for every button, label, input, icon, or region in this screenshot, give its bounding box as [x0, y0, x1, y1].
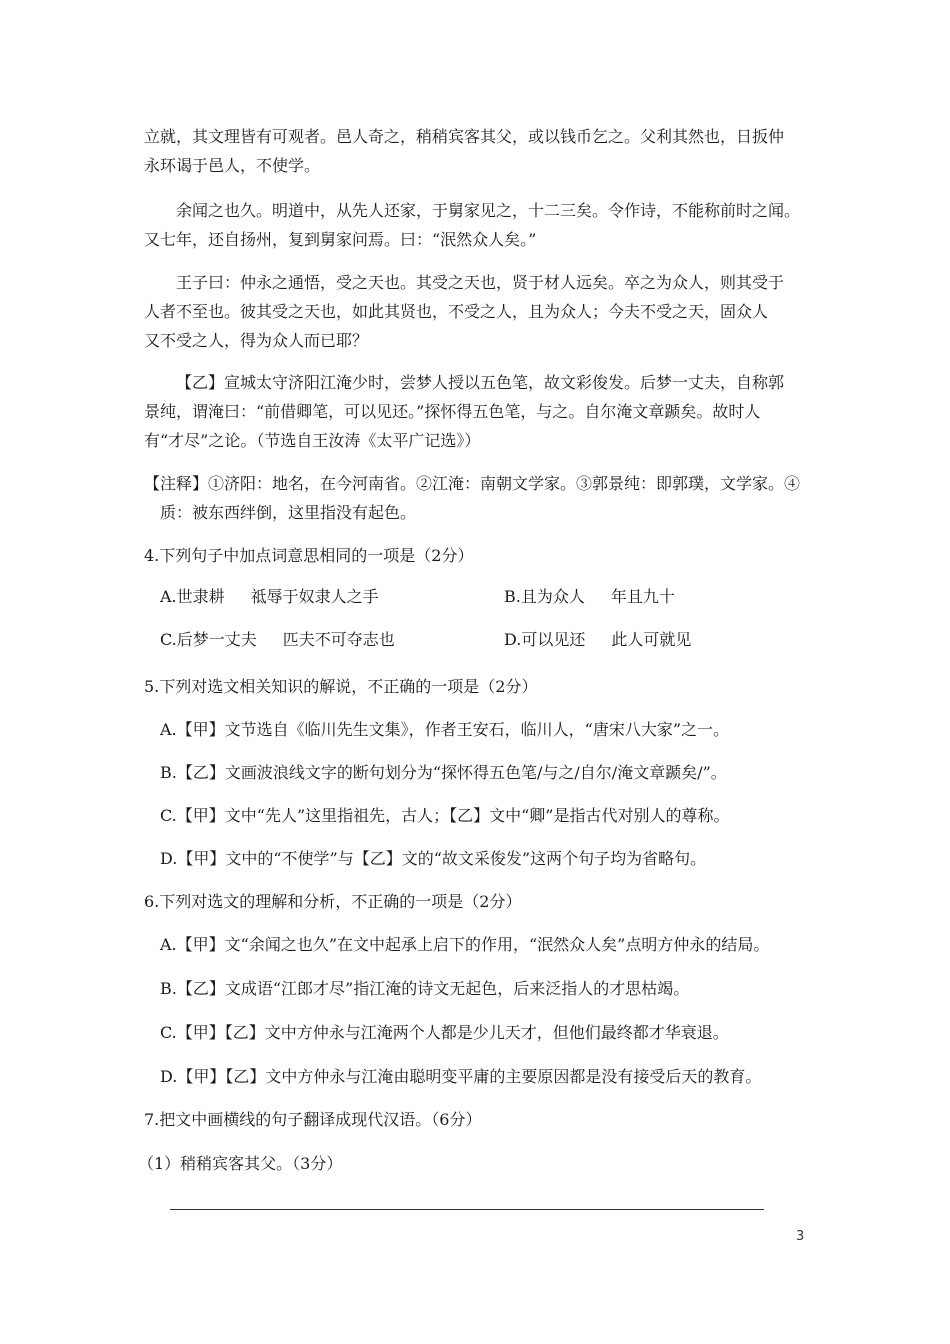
- option-text: 祗辱于奴隶人之手: [250, 587, 379, 606]
- option-a[interactable]: [160, 587, 379, 607]
- option-c[interactable]: [160, 630, 395, 650]
- question-stem: 6.下列对选文的理解和分析，不正确的一项是（2分）: [144, 892, 522, 911]
- question-stem: 4.下列句子中加点词意思相同的一项是（2分）: [144, 546, 474, 565]
- option-text: B.且为众人: [504, 587, 585, 606]
- option-c[interactable]: C.【甲】文中“先人”这里指祖先，古人；【乙】文中“卿”是指古代对别人的尊称。: [160, 806, 730, 825]
- option-text: 此人可就见: [611, 630, 692, 649]
- option-text: D.可以见还: [504, 630, 586, 649]
- option-text: 匹夫不可夺志也: [282, 630, 395, 649]
- passage-line: 永环谒于邑人，不使学。: [144, 156, 321, 175]
- notes-line: 【注释】①济阳：地名，在今河南省。②江淹：南朝文学家。③郭景纯：即郭璞，文学家。④: [144, 474, 801, 493]
- passage-line: 又七年，还自扬州，复到舅家问焉。曰：“泯然众人矣。”: [144, 230, 537, 249]
- notes-line: 质：被东西绊倒，这里指没有起色。: [160, 503, 417, 522]
- option-a[interactable]: A.【甲】文节选自《临川先生文集》，作者王安石，临川人，“唐宋八大家”之一。: [160, 720, 730, 739]
- option-text: A.世隶耕: [160, 587, 225, 606]
- option-c[interactable]: C.【甲】【乙】文中方仲永与江淹两个人都是少儿天才，但他们最终都才华衰退。: [160, 1023, 729, 1042]
- question-stem: 7.把文中画横线的句子翻译成现代汉语。（6分）: [144, 1110, 482, 1129]
- option-d[interactable]: D.【甲】【乙】文中方仲永与江淹由聪明变平庸的主要原因都是没有接受后天的教育。: [160, 1067, 762, 1086]
- page-number: 3: [796, 1229, 805, 1244]
- passage-line: 有“才尽”之论。（节选自王汝涛《太平广记选》）: [144, 431, 481, 450]
- option-text: 年且九十: [610, 587, 675, 606]
- option-b[interactable]: B.【乙】文成语“江郎才尽”指江淹的诗文无起色，后来泛指人的才思枯竭。: [160, 979, 690, 998]
- answer-line[interactable]: [170, 1209, 764, 1210]
- passage-line: 余闻之也久。明道中，从先人还家，于舅家见之，十二三矣。令作诗，不能称前时之闻。: [176, 201, 801, 220]
- sub-question: （1）稍稍宾客其父。（3分）: [138, 1154, 343, 1173]
- option-d[interactable]: D.【甲】文中的“不使学”与【乙】文的“故文采俊发”这两个句子均为省略句。: [160, 849, 707, 868]
- passage-line: 【乙】宣城太守济阳江淹少时，尝梦人授以五色笔，故文彩俊发。后梦一丈夫，自称郭: [176, 373, 785, 392]
- passage-line: 王子曰：仲永之通悟，受之天也。其受之天也，贤于材人远矣。卒之为众人，则其受于: [176, 273, 785, 292]
- passage-line: 立就，其文理皆有可观者。邑人奇之，稍稍宾客其父，或以钱币乞之。父利其然也，日扳仲: [144, 127, 785, 146]
- passage-line: 又不受之人，得为众人而已耶？: [144, 331, 369, 350]
- passage-line: 人者不至也。彼其受之天也，如此其贤也，不受之人，且为众人；今夫不受之天，固众人: [144, 302, 769, 321]
- option-text: C.后梦一丈夫: [160, 630, 257, 649]
- passage-line: 景纯，谓淹曰：“前借卿笔，可以见还。”探怀得五色笔，与之。自尔淹文章踬矣。故时人: [144, 402, 761, 421]
- question-stem: 5.下列对选文相关知识的解说，不正确的一项是（2分）: [144, 677, 538, 696]
- option-a[interactable]: A.【甲】文“余闻之也久”在文中起承上启下的作用，“泯然众人矣”点明方仲永的结局。: [160, 935, 770, 954]
- option-d[interactable]: [504, 630, 691, 650]
- option-b[interactable]: B.【乙】文画波浪线文字的断句划分为“探怀得五色笔/与之/自尔/淹文章踬矣/”。: [160, 763, 727, 782]
- option-b[interactable]: [504, 587, 675, 607]
